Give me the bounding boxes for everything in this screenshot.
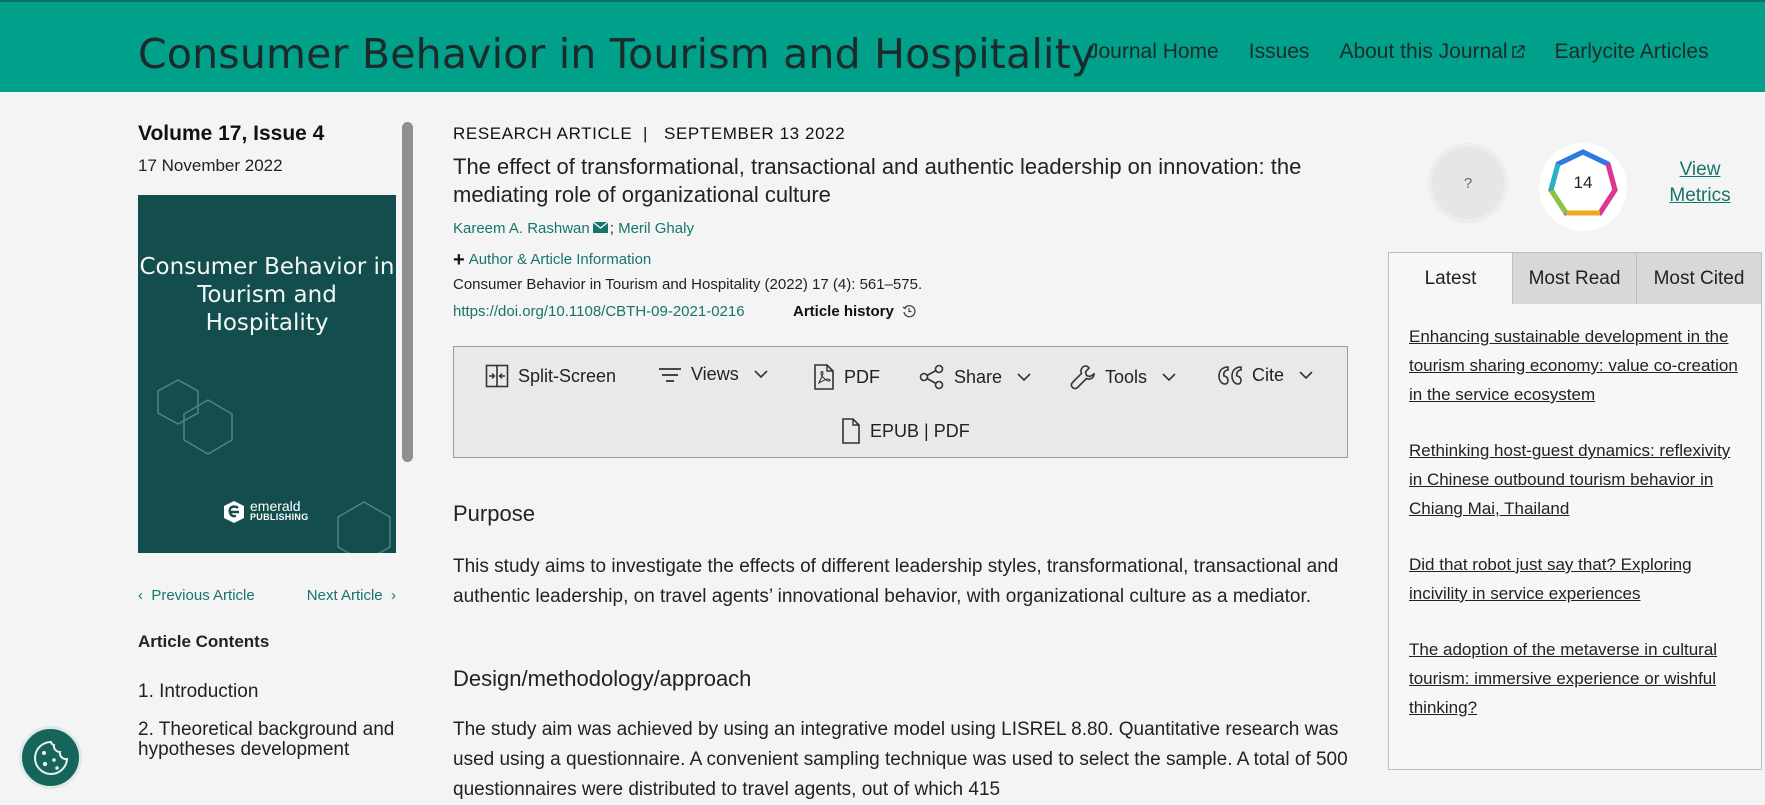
list-item[interactable]: Enhancing sustainable development in the tourism sharing economy: value co-creation in the service ecosystem	[1409, 327, 1738, 404]
cookie-icon	[32, 739, 70, 777]
nav-earlycite[interactable]: Earlycite Articles	[1554, 40, 1709, 63]
nav-issues[interactable]: Issues	[1248, 40, 1310, 63]
dimensions-badge[interactable]	[1538, 142, 1628, 232]
journal-title[interactable]: Consumer Behavior in Tourism and Hospitality	[138, 30, 1096, 78]
split-screen-label: Split-Screen	[518, 365, 617, 386]
epub-pdf-button[interactable]	[841, 418, 970, 444]
emerald-logo-icon	[221, 499, 247, 525]
author-link-2[interactable]: Meril Ghaly	[618, 220, 694, 237]
article-history-label: Article history	[793, 303, 894, 320]
doi-row	[453, 303, 894, 320]
tab-most-cited[interactable]: Most Cited	[1637, 253, 1761, 304]
purpose-text: This study aims to investigate the effects of different leadership styles, transformational, transactional and authentic leadership, on travel agents’ innovational behavior, with organizational culture as a mediator.	[453, 556, 1339, 607]
tools-dropdown[interactable]	[1070, 364, 1176, 390]
chevron-right-icon: ›	[382, 587, 396, 604]
tab-most-read[interactable]: Most Read	[1513, 253, 1637, 304]
tools-label: Tools	[1105, 366, 1148, 387]
article-toolbar	[453, 346, 1348, 458]
share-dropdown[interactable]	[919, 364, 1031, 390]
history-icon	[902, 304, 916, 318]
document-icon	[841, 418, 861, 444]
nav-about-journal[interactable]	[1339, 40, 1524, 64]
panel-tabs	[1389, 253, 1761, 304]
next-article-link[interactable]	[307, 587, 396, 604]
purpose-heading: Purpose	[453, 501, 535, 526]
doi-link[interactable]: https://doi.org/10.1108/CBTH-09-2021-0216	[453, 303, 745, 320]
cover-title: Consumer Behavior in Tourism and Hospitality	[139, 254, 395, 336]
article-contents-heading: Article Contents	[138, 632, 270, 651]
quote-icon	[1217, 364, 1243, 386]
split-screen-icon	[485, 364, 509, 388]
site-header	[0, 0, 1765, 92]
type-separator: |	[643, 124, 649, 143]
previous-article-link[interactable]	[138, 587, 255, 604]
article-history-button[interactable]	[793, 303, 916, 320]
views-label: Views	[691, 364, 739, 384]
plus-icon: +	[453, 249, 465, 271]
altmetric-badge[interactable]: ?	[1428, 143, 1508, 223]
chevron-left-icon: ‹	[138, 587, 152, 604]
author-info-label: Author & Article Information	[468, 251, 652, 268]
list-item[interactable]: Rethinking host-guest dynamics: reflexivity in Chinese outbound tourism behavior in Chiang Mai, Thailand	[1409, 441, 1731, 518]
share-label: Share	[954, 366, 1003, 387]
view-metrics-link[interactable]: View Metrics	[1669, 159, 1731, 206]
publisher-logo	[221, 499, 309, 525]
article-date: SEPTEMBER 13 2022	[664, 124, 846, 143]
list-item[interactable]: The adoption of the metaverse in cultural tourism: immersive experience or wishful thinking?	[1409, 640, 1718, 717]
views-icon	[658, 365, 682, 385]
publisher-sub: PUBLISHING	[250, 512, 309, 522]
articles-panel	[1388, 252, 1762, 770]
views-dropdown[interactable]	[658, 364, 768, 385]
issue-date: 17 November 2022	[138, 156, 283, 175]
previous-article-label: Previous Article	[151, 587, 255, 604]
author-link[interactable]: Kareem A. Rashwan	[453, 220, 590, 237]
next-article-label: Next Article	[306, 587, 383, 604]
design-heading: Design/methodology/approach	[453, 666, 752, 691]
chevron-down-icon	[1017, 373, 1031, 382]
issue-volume[interactable]: Volume 17, Issue 4	[138, 122, 325, 145]
cite-dropdown[interactable]	[1217, 364, 1313, 386]
dimensions-count: 14	[1573, 173, 1593, 192]
chevron-down-icon	[1299, 371, 1313, 380]
cookie-settings-button[interactable]	[19, 726, 82, 789]
article-title: The effect of transformational, transactional and authentic leadership on innovation: the mediating role of organizational culture	[453, 154, 1302, 207]
cite-label: Cite	[1252, 364, 1285, 385]
epub-pdf-label: EPUB | PDF	[870, 420, 970, 441]
author-article-info-toggle[interactable]	[453, 249, 651, 272]
author-list	[453, 220, 694, 237]
mail-icon[interactable]	[593, 222, 608, 233]
external-link-icon	[1511, 45, 1525, 59]
pdf-icon	[813, 364, 835, 390]
chevron-down-icon	[754, 370, 768, 379]
publisher-name: emerald	[250, 498, 301, 514]
toc-item-introduction[interactable]: 1. Introduction	[138, 681, 259, 702]
citation-line: Consumer Behavior in Tourism and Hospitality (2022) 17 (4): 561–575.	[453, 276, 923, 293]
pdf-label: PDF	[844, 366, 880, 387]
top-nav	[1088, 40, 1709, 64]
sidebar-scrollbar[interactable]	[402, 122, 413, 462]
article-type: RESEARCH ARTICLE	[453, 124, 633, 143]
split-screen-button[interactable]	[485, 364, 616, 388]
design-text: The study aim was achieved by using an integrative model using LISREL 8.80. Quantitative research was used using a questionnaire. A convenient sampling technique was used to select the sample. A total of 500 questionnaires were distributed to travel agents, out of which 415	[453, 719, 1348, 800]
toc-item-theoretical-background[interactable]: 2. Theoretical background and hypotheses development	[138, 719, 395, 760]
wrench-icon	[1070, 364, 1096, 390]
hexagon-corner-icon	[334, 500, 396, 553]
article-type-line	[453, 124, 845, 144]
tab-latest[interactable]: Latest	[1389, 253, 1513, 304]
latest-articles-list	[1389, 304, 1761, 722]
hexagon-decoration-icon	[156, 378, 246, 458]
nav-journal-home[interactable]: Journal Home	[1088, 40, 1219, 63]
journal-cover[interactable]	[138, 195, 396, 553]
author-separator: ;	[609, 220, 614, 237]
chevron-down-icon	[1162, 373, 1176, 382]
list-item[interactable]: Did that robot just say that? Exploring incivility in service experiences	[1409, 555, 1692, 603]
nav-about-label: About this Journal	[1339, 40, 1508, 63]
pdf-button[interactable]	[813, 364, 880, 390]
share-icon	[919, 364, 945, 390]
